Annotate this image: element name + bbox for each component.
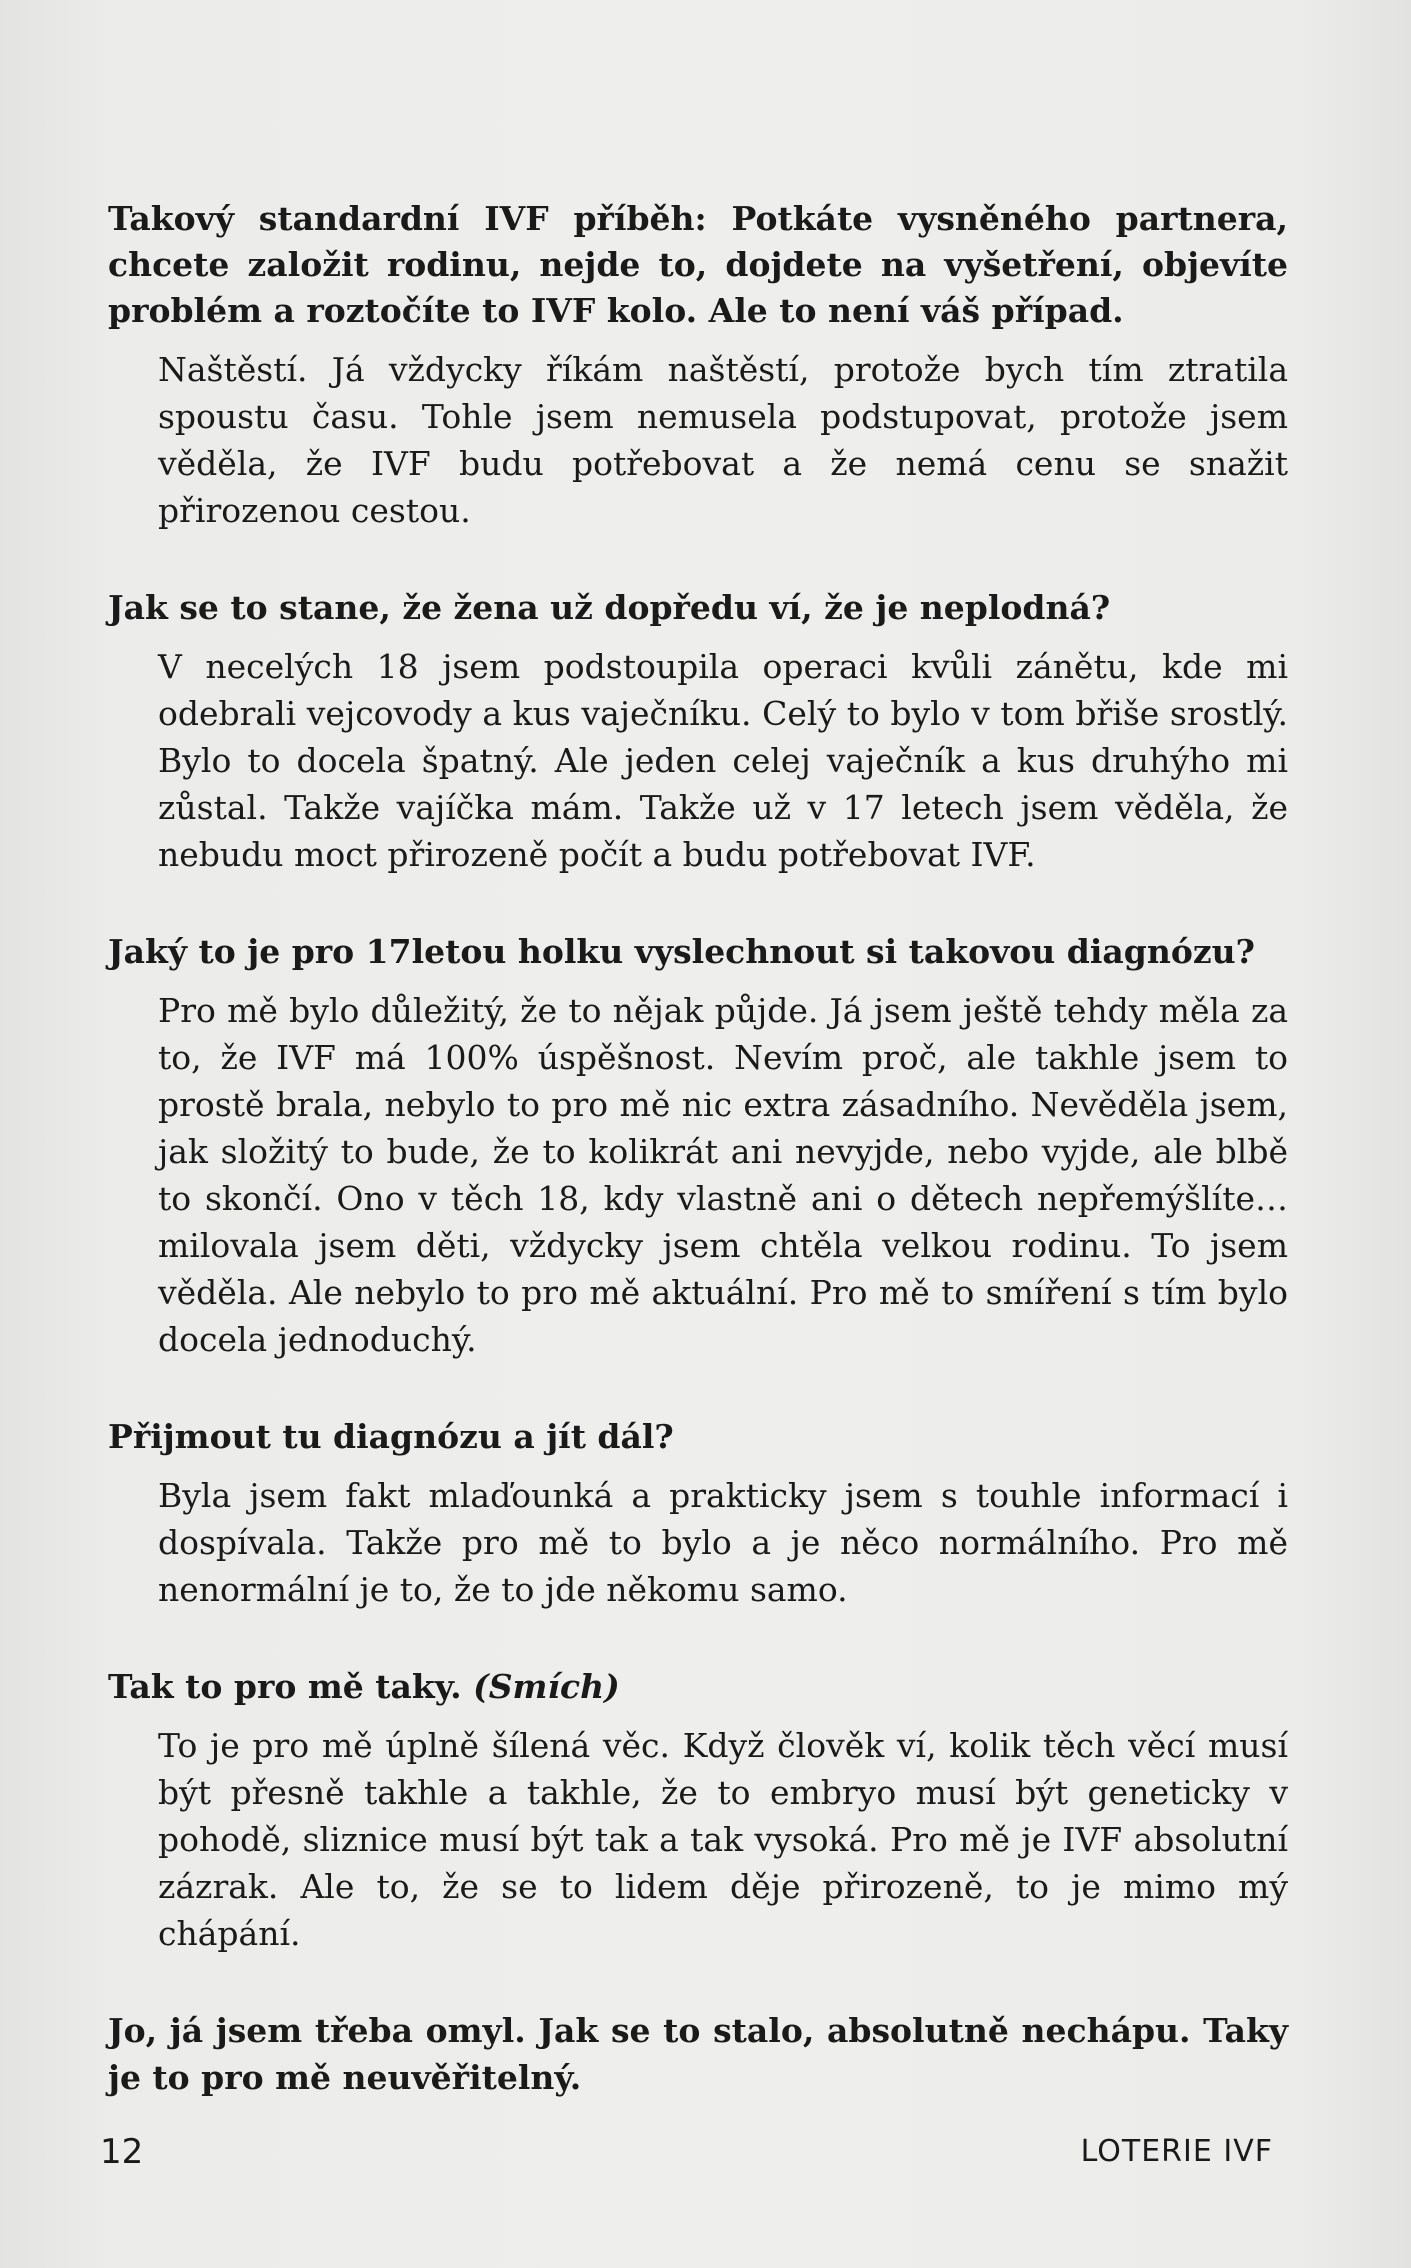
answer: To je pro mě úplně šílená věc. Když člověk ví, kolik těch věcí musí být přesně takhle a takhle, že to embryo musí být geneticky v pohodě, sliznice musí být tak a tak vysoká. Pro mě je IVF absolutní zázrak. Ale to, že se to lidem děje přirozeně, to je mimo mý chápání. (158, 1726, 1288, 1953)
question: Jo, já jsem třeba omyl. Jak se to stalo, absolutně nechápu. Taky je to pro mě neuvěřitelný. (108, 2011, 1288, 2097)
answer: Byla jsem fakt mlaďounká a prakticky jsem s touhle informací i dospívala. Takže pro mě to bylo a je něco normálního. Pro mě nenormální je to, že to jde někomu samo. (158, 1476, 1288, 1609)
question-text: Tak to pro mě taky. (108, 1667, 462, 1706)
question-emphasis: (Smích) (473, 1667, 620, 1706)
answer: Naštěstí. Já vždycky říkám naštěstí, protože bych tím ztratila spoustu času. Tohle jsem nemusela podstupovat, protože jsem věděla, že IVF budu potřebovat a že nemá cenu se snažit přirozenou cestou. (158, 350, 1288, 530)
answer: V necelých 18 jsem podstoupila operaci kvůli zánětu, kde mi odebrali vejcovody a kus vaječníku. Celý to bylo v tom břiše srostlý. Bylo to docela špatný. Ale jeden celej vaječník a kus druhýho mi zůstal. Takže vajíčka mám. Takže už v 17 letech jsem věděla, že nebudu moct přirozeně počít a budu potřebovat IVF. (158, 647, 1288, 874)
question: Přijmout tu diagnózu a jít dál? (108, 1417, 674, 1456)
qa-block (108, 196, 1288, 534)
question: Takový standardní IVF příběh: Potkáte vysněného partnera, chcete založit rodinu, nejde to, dojdete na vyšetření, objevíte problém a roztočíte to IVF kolo. Ale to není váš případ. (108, 199, 1288, 330)
interview-text (108, 196, 1288, 2151)
qa-block (108, 928, 1288, 1363)
qa-block (108, 2007, 1288, 2101)
answer: Pro mě bylo důležitý, že to nějak půjde. Já jsem ještě tehdy měla za to, že IVF má 100% úspěšnost. Nevím proč, ale takhle jsem to prostě brala, nebylo to pro mě nic extra zásadního. Nevěděla jsem, jak složitý to bude, že to kolikrát ani nevyjde, nebo vyjde, ale blbě to skončí. Ono v těch 18, kdy vlastně ani o dětech nepřemýšlíte… milovala jsem děti, vždycky jsem chtěla velkou rodinu. To jsem věděla. Ale nebylo to pro mě aktuální. Pro mě to smíření s tím bylo docela jednoduchý. (158, 991, 1288, 1359)
qa-block (108, 584, 1288, 878)
page-number: 12 (100, 2132, 144, 2172)
question: Jak se to stane, že žena už dopředu ví, že je neplodná? (108, 588, 1111, 627)
running-footer-title: LOTERIE IVF (1080, 2134, 1273, 2169)
question (108, 1663, 1288, 1710)
question: Jaký to je pro 17letou holku vyslechnout si takovou diagnózu? (108, 932, 1255, 971)
qa-block (108, 1663, 1288, 1957)
qa-block (108, 1413, 1288, 1613)
